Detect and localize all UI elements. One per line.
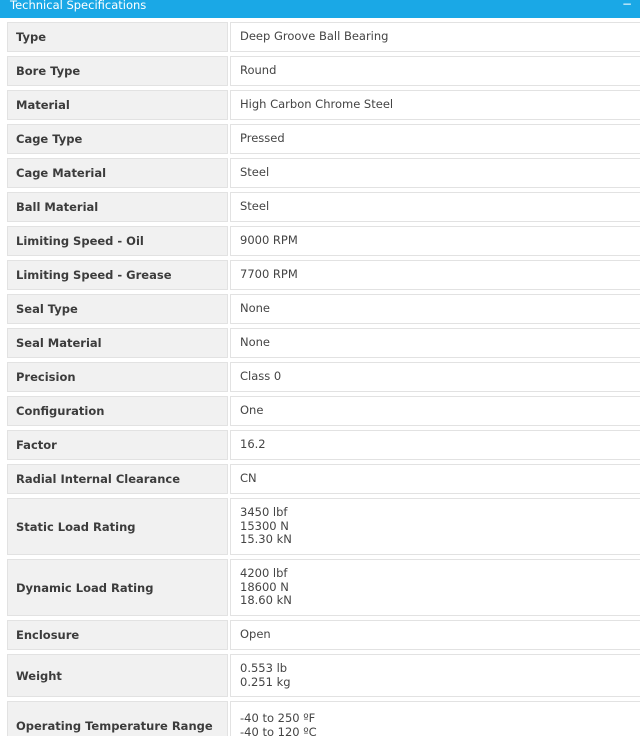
spec-row — [0, 360, 640, 394]
spec-value-line: Class 0 — [240, 369, 282, 384]
spec-value-lines — [240, 506, 292, 547]
spec-label: Operating Temperature Range — [7, 701, 228, 736]
spec-row — [0, 122, 640, 156]
spec-value-line: 0.251 kg — [240, 674, 291, 689]
spec-row — [0, 428, 640, 462]
spec-value — [230, 559, 640, 616]
spec-label: Ball Material — [7, 192, 228, 222]
spec-row — [0, 652, 640, 699]
spec-value-lines — [240, 712, 317, 736]
spec-value-line: CN — [240, 471, 257, 486]
spec-label: Cage Material — [7, 158, 228, 188]
spec-value — [230, 260, 640, 290]
spec-value — [230, 362, 640, 392]
spec-value — [230, 464, 640, 494]
collapse-icon[interactable]: − — [621, 0, 632, 11]
spec-value-line: 18600 N — [240, 579, 289, 594]
spec-value — [230, 654, 640, 697]
spec-row — [0, 618, 640, 652]
spec-label: Bore Type — [7, 56, 228, 86]
spec-row — [0, 496, 640, 557]
spec-value-line: 0.553 lb — [240, 661, 288, 675]
spec-value-line: 18.60 kN — [240, 593, 292, 608]
spec-label: Cage Type — [7, 124, 228, 154]
spec-value-line: 15.30 kN — [240, 532, 292, 547]
spec-row — [0, 54, 640, 88]
spec-value-line: None — [240, 335, 271, 350]
spec-value-line: 4200 lbf — [240, 566, 288, 581]
spec-value-lines — [240, 628, 271, 642]
spec-label: Seal Material — [7, 328, 228, 358]
spec-value-lines — [240, 472, 257, 486]
spec-value-lines — [240, 302, 270, 316]
spec-value-lines — [240, 438, 266, 452]
spec-value-lines — [240, 370, 281, 384]
spec-value — [230, 56, 640, 86]
spec-row — [0, 699, 640, 736]
spec-label: Radial Internal Clearance — [7, 464, 228, 494]
spec-value-line: One — [240, 403, 264, 418]
spec-label: Factor — [7, 430, 228, 460]
spec-row — [0, 557, 640, 618]
spec-value — [230, 701, 640, 736]
spec-value-lines — [240, 132, 285, 146]
spec-value — [230, 22, 640, 52]
spec-value-lines — [240, 234, 298, 248]
spec-label: Enclosure — [7, 620, 228, 650]
spec-label: Material — [7, 90, 228, 120]
spec-label: Static Load Rating — [7, 498, 228, 555]
spec-label: Type — [7, 22, 228, 52]
spec-value-line: 16.2 — [240, 437, 266, 452]
spec-label: Configuration — [7, 396, 228, 426]
spec-value-line: High Carbon Chrome Steel — [240, 97, 394, 112]
spec-label: Seal Type — [7, 294, 228, 324]
spec-table — [0, 20, 640, 736]
panel-header[interactable] — [0, 0, 640, 18]
spec-value — [230, 328, 640, 358]
spec-label: Precision — [7, 362, 228, 392]
spec-row — [0, 190, 640, 224]
spec-label: Weight — [7, 654, 228, 697]
panel-title: Technical Specifications — [10, 0, 147, 12]
spec-value-lines — [240, 268, 298, 282]
spec-value-line: 3450 lbf — [240, 505, 288, 520]
spec-value — [230, 498, 640, 555]
spec-value-lines — [240, 336, 270, 350]
spec-label: Limiting Speed - Grease — [7, 260, 228, 290]
spec-value-line: -40 to 250 ºF — [240, 711, 316, 725]
spec-value — [230, 192, 640, 222]
spec-value-line: Deep Groove Ball Bearing — [240, 29, 389, 44]
spec-value-lines — [240, 567, 292, 608]
spec-value — [230, 294, 640, 324]
spec-value — [230, 430, 640, 460]
spec-value-lines — [240, 98, 393, 112]
spec-row — [0, 292, 640, 326]
spec-row — [0, 462, 640, 496]
spec-value-line: Pressed — [240, 131, 285, 146]
spec-row — [0, 326, 640, 360]
spec-value — [230, 124, 640, 154]
spec-value-line: 15300 N — [240, 518, 289, 533]
spec-value-line: None — [240, 301, 271, 316]
spec-value-line: -40 to 120 ºC — [240, 724, 317, 736]
spec-row — [0, 20, 640, 54]
spec-row — [0, 224, 640, 258]
spec-value-line: Steel — [240, 199, 270, 214]
spec-value — [230, 620, 640, 650]
spec-label: Limiting Speed - Oil — [7, 226, 228, 256]
spec-value-lines — [240, 166, 269, 180]
spec-row — [0, 258, 640, 292]
spec-row — [0, 156, 640, 190]
spec-row — [0, 88, 640, 122]
spec-label: Dynamic Load Rating — [7, 559, 228, 616]
spec-value-lines — [240, 404, 263, 418]
spec-value-lines — [240, 662, 291, 689]
spec-value — [230, 158, 640, 188]
spec-value-lines — [240, 200, 269, 214]
spec-value-line: Round — [240, 63, 277, 78]
spec-value — [230, 90, 640, 120]
spec-value-line: 7700 RPM — [240, 267, 298, 282]
spec-value-line: Open — [240, 627, 271, 642]
spec-value-lines — [240, 64, 276, 78]
spec-value — [230, 396, 640, 426]
spec-value-line: Steel — [240, 165, 270, 180]
spec-row — [0, 394, 640, 428]
spec-value-line: 9000 RPM — [240, 233, 298, 248]
spec-value — [230, 226, 640, 256]
spec-value-lines — [240, 30, 388, 44]
